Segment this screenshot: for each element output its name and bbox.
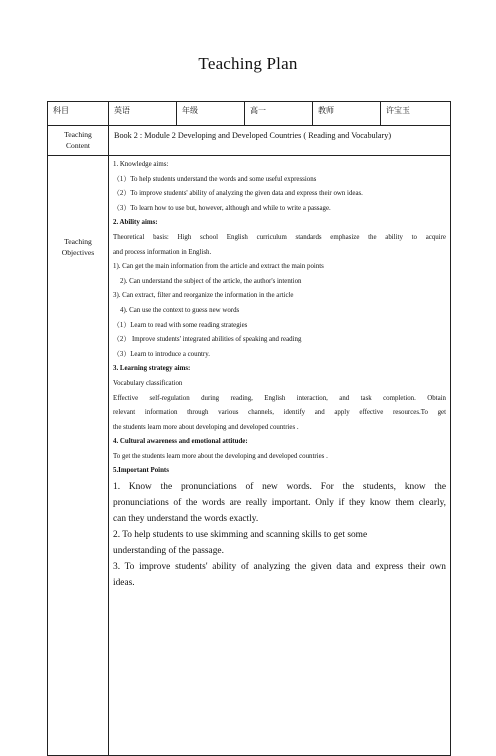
content-row [48, 126, 451, 156]
subject-value: 英语 [109, 102, 177, 126]
header-row [48, 102, 451, 126]
objective-line: 1. Knowledge aims: [113, 161, 169, 168]
objective-line: （1）Learn to read with some reading strategies [113, 321, 248, 329]
objective-line: the students learn more about developing and developed countries . [113, 423, 299, 431]
objective-heading: 3. Learning strategy aims: [113, 365, 191, 373]
important-point-line: 2. To help students to use skimming and scanning skills to get some [113, 530, 368, 541]
teaching-plan-table [47, 101, 451, 756]
objective-heading: 5.Important Points [113, 467, 169, 475]
objective-line: （2） Improve students' integrated abilities of speaking and reading [113, 336, 302, 344]
objective-line: Vocabulary classification [113, 379, 183, 387]
objective-line: 2). Can understand the subject of the article, the author's intention [120, 277, 302, 285]
teacher-value: 许宝玉 [381, 102, 451, 126]
content-label: Teaching Content [48, 126, 109, 156]
objective-line: （3）To learn how to use but, however, although and while to write a passage. [113, 204, 331, 212]
objectives-row [48, 156, 451, 756]
page-title: Teaching Plan [198, 54, 298, 73]
objective-line: Theoretical basis: High school English curriculum standards emphasize the ability to acquire [113, 233, 446, 241]
important-point-line: 3. To improve students' ability of analyzing the given data and express their own [113, 562, 446, 573]
objectives-label: Teaching Objectives [48, 156, 109, 756]
objective-heading: 2. Ability aims: [113, 219, 158, 227]
objective-line: 4). Can use the context to guess new words [120, 306, 240, 314]
grade-label: 年级 [177, 102, 245, 126]
objective-line: relevant information through various channels, identify and apply effective resources.To get [113, 409, 446, 417]
objective-line: Effective self-regulation during reading, English interaction, and task completion. Obtain [113, 394, 446, 402]
objectives-body [109, 156, 451, 756]
content-text: Book 2 : Module 2 Developing and Developed Countries ( Reading and Vocabulary) [109, 126, 451, 156]
objective-line: （1）To help students understand the words and some useful expressions [113, 175, 317, 183]
objective-line: 1). Can get the main information from the article and extract the main points [113, 263, 324, 271]
objective-line: To get the students learn more about the developing and developed countries . [113, 452, 328, 460]
teacher-label: 教师 [313, 102, 381, 126]
objective-line: and process information in English. [113, 248, 212, 256]
objective-heading: 4. Cultural awareness and emotional attitude: [113, 438, 248, 446]
important-point-line: understanding of the passage. [113, 546, 224, 557]
important-point-line: can they understand the words exactly. [113, 514, 259, 525]
objective-line: （3）Learn to introduce a country. [113, 350, 210, 358]
objective-line: （2）To improve students' ability of analyzing the given data and express their own ideas. [113, 190, 363, 198]
important-point-line: pronunciations of the words are really important. Only if they know them clearly, [113, 498, 446, 509]
important-point-line: ideas. [113, 578, 135, 589]
grade-value: 高一 [245, 102, 313, 126]
important-point-line: 1. Know the pronunciations of new words. For the students, know the [113, 482, 446, 493]
subject-label: 科目 [48, 102, 109, 126]
objective-line: 3). Can extract, filter and reorganize the information in the article [113, 292, 294, 300]
